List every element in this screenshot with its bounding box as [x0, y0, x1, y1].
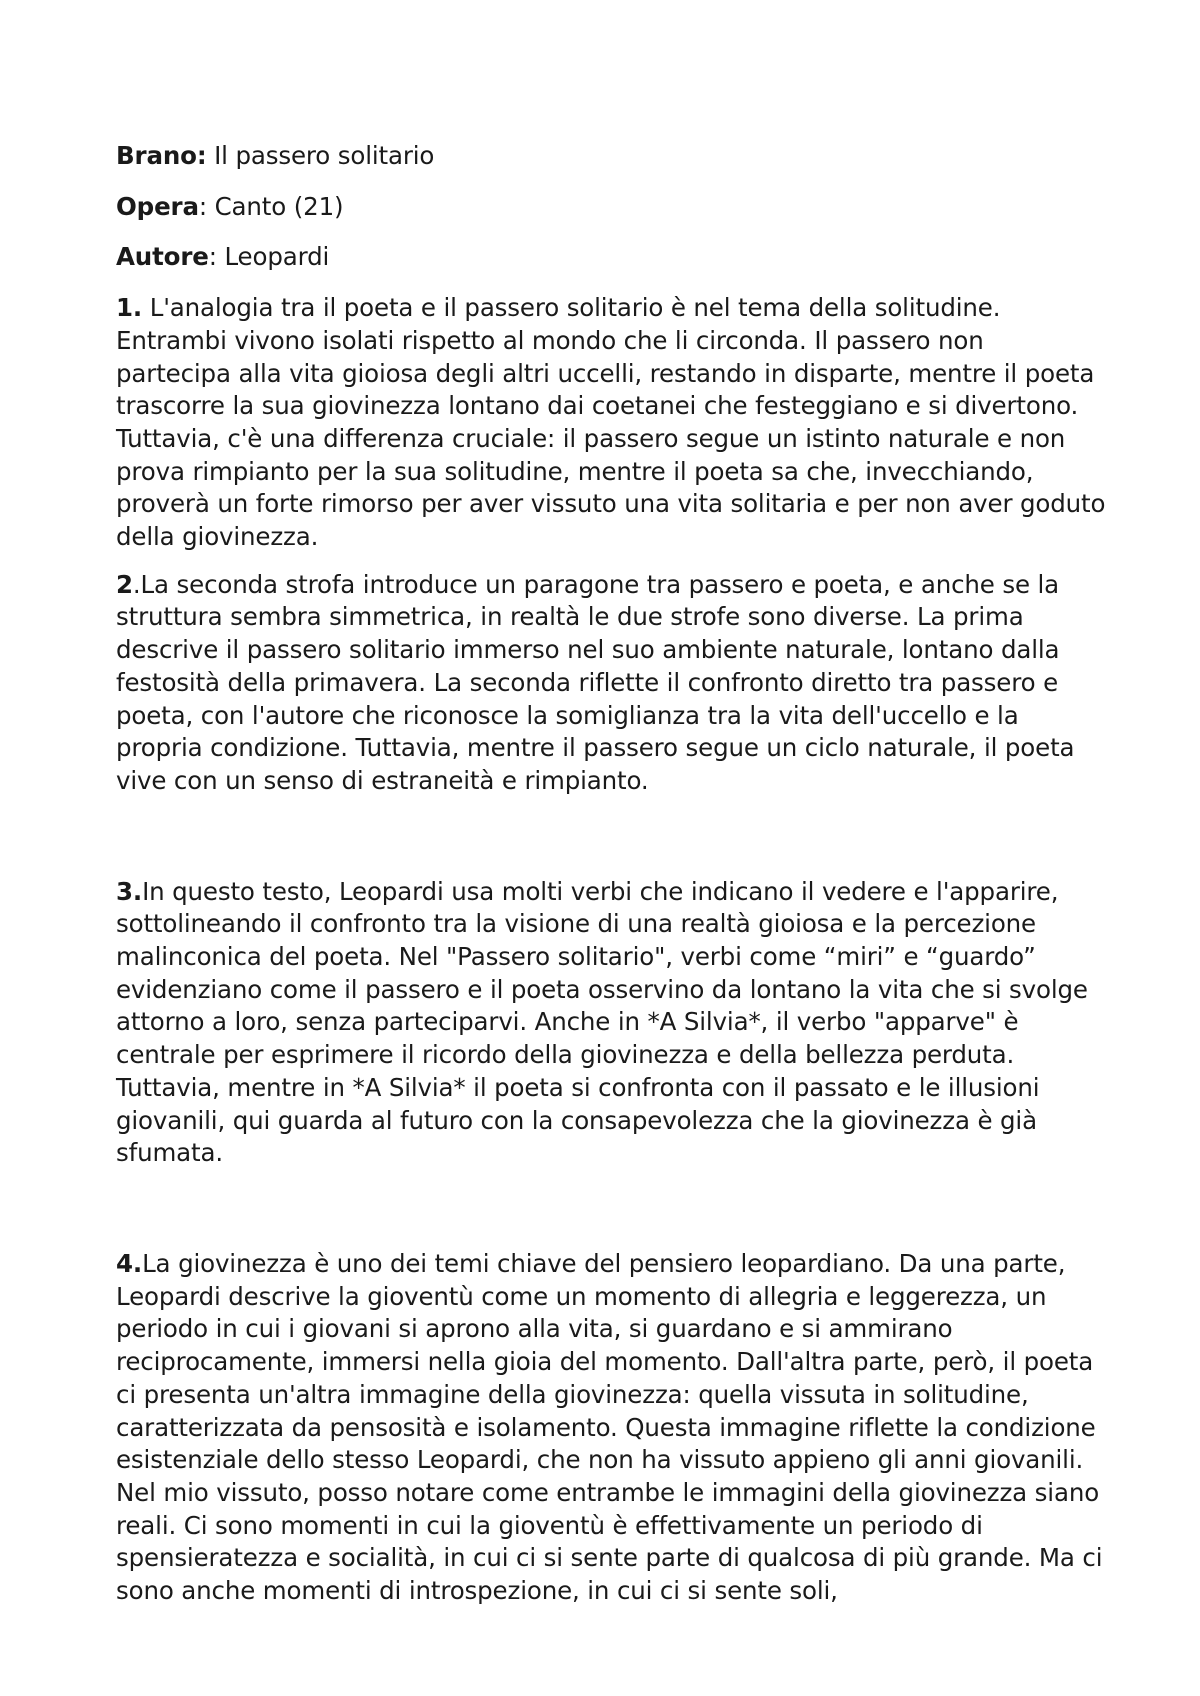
brano-line: [116, 140, 1106, 173]
answer-paragraph-4: [116, 1248, 1106, 1608]
autore-value: : Leopardi: [208, 242, 330, 272]
answer-number-4: 4.: [116, 1248, 143, 1278]
brano-value: Il passero solitario: [206, 141, 435, 170]
answer-paragraph-1: [116, 292, 1106, 554]
answer-number-3: 3.: [116, 876, 143, 906]
answer-text-4: La giovinezza è uno dei temi chiave del pensiero leopardiano. Da una parte, Leopardi descrive la gioventù come un momento di allegria e leggerezza, un periodo in cui i giovani si aprono alla vita, si guardano e si ammirano reciprocamente, immersi nella gioia del momento. Dall'altra parte, però, il poeta ci presenta un'altra immagine della giovinezza: quella vissuta in solitudine, caratterizzata da pensosità e isolamento. Questa immagine riflette la condizione esistenziale dello stesso Leopardi, che non ha vissuto appieno gli anni giovanili. Nel mio vissuto, posso notare come entrambe le immagini della giovinezza siano reali. Ci sono momenti in cui la gioventù è effettivamente un periodo di spensieratezza e socialità, in cui ci si sente parte di qualcosa di più grande. Ma ci sono anche momenti di introspezione, in cui ci si sente soli,: [116, 1248, 1103, 1606]
opera-label: Opera: [116, 191, 199, 221]
autore-line: [116, 241, 1106, 274]
answer-text-3: In questo testo, Leopardi usa molti verbi che indicano il vedere e l'apparire, sottolineando il confronto tra la visione di una realtà gioiosa e la percezione malinconica del poeta. Nel "Passero solitario", verbi come “miri” e “guardo” evidenziano come il passero e il poeta osservino da lontano la vita che si svolge attorno a loro, senza parteciparvi. Anche in *A Silvia*, il verbo "apparve" è centrale per esprimere il ricordo della giovinezza e della bellezza perduta. Tuttavia, mentre in *A Silvia* il poeta si confronta con il passato e le illusioni giovanili, qui guarda al futuro con la consapevolezza che la giovinezza è già sfumata.: [116, 876, 1088, 1168]
answer-paragraph-2: [116, 569, 1106, 798]
opera-value: : Canto (21): [198, 191, 344, 221]
answer-text-1: L'analogia tra il poeta e il passero solitario è nel tema della solitudine. Entrambi vivono isolati rispetto al mondo che li circonda. Il passero non partecipa alla vita gioiosa degli altri uccelli, restando in disparte, mentre il poeta trascorre la sua giovinezza lontano dai coetanei che festeggiano e si divertono. Tuttavia, c'è una differenza cruciale: il passero segue un istinto naturale e non prova rimpianto per la sua solitudine, mentre il poeta sa che, invecchiando, proverà un forte rimorso per aver vissuto una vita solitaria e per non aver goduto della giovinezza.: [116, 293, 1106, 552]
document-page: [116, 140, 1106, 1623]
opera-line: [116, 191, 1106, 224]
autore-label: Autore: [116, 242, 209, 272]
answer-number-1: 1.: [116, 293, 143, 323]
answer-number-2: 2: [116, 569, 133, 599]
answer-text-2: .La seconda strofa introduce un paragone tra passero e poeta, e anche se la struttura sembra simmetrica, in realtà le due strofe sono diverse. La prima descrive il passero solitario immerso nel suo ambiente naturale, lontano dalla festosità della primavera. La seconda riflette il confronto diretto tra passero e poeta, con l'autore che riconosce la somiglianza tra la vita dell'uccello e la propria condizione. Tuttavia, mentre il passero segue un ciclo naturale, il poeta vive con un senso di estraneità e rimpianto.: [116, 569, 1075, 795]
brano-label: Brano:: [116, 141, 207, 170]
answer-paragraph-3: [116, 876, 1106, 1170]
